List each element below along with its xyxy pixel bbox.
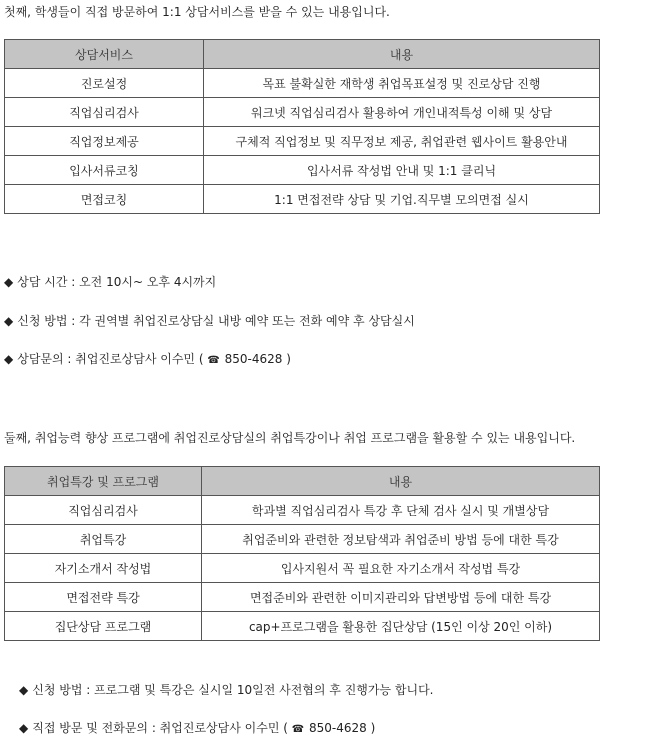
program-name: 집단상담 프로그램 (5, 612, 202, 641)
phone-number: 850-4628 ) (305, 721, 376, 735)
note-text: 상담문의 : 취업진로상담사 이수민 ( (17, 352, 208, 366)
service-name: 진로설정 (5, 69, 204, 98)
table-header-row (5, 467, 600, 496)
table-row (5, 185, 600, 214)
service-content: 입사서류 작성법 안내 및 1:1 클리닉 (204, 156, 600, 185)
program-name: 면접전략 특강 (5, 583, 202, 612)
program-content: 면접준비와 관련한 이미지관리와 답변방법 등에 대한 특강 (202, 583, 600, 612)
section1-intro: 첫째, 학생들이 직접 방문하여 1:1 상담서비스를 받을 수 있는 내용입니다. (4, 5, 390, 19)
table-row (5, 583, 600, 612)
table-row (5, 554, 600, 583)
note-text: 신청 방법 : 프로그램 및 특강은 실시일 10일전 사전협의 후 진행가능 합니다. (32, 683, 434, 697)
program-content: 입사지원서 꼭 필요한 자기소개서 작성법 특강 (202, 554, 600, 583)
program-name: 자기소개서 작성법 (5, 554, 202, 583)
service-content: 워크넷 직업심리검사 활용하여 개인내적특성 이해 및 상담 (204, 98, 600, 127)
service-name: 입사서류코칭 (5, 156, 204, 185)
diamond-bullet-icon: ◆ (4, 352, 14, 366)
service-content: 목표 불확실한 재학생 취업목표설정 및 진로상담 진행 (204, 69, 600, 98)
program-content: 학과별 직업심리검사 특강 후 단체 검사 실시 및 개별상담 (202, 496, 600, 525)
program-apply-note (19, 681, 434, 698)
table-row (5, 98, 600, 127)
program-content: 취업준비와 관련한 정보탐색과 취업준비 방법 등에 대한 특강 (202, 525, 600, 554)
program-contact-note (19, 719, 375, 736)
service-content: 1:1 면접전략 상담 및 기업.직무별 모의면접 실시 (204, 185, 600, 214)
consult-hours-note (4, 273, 216, 290)
table-row (5, 612, 600, 641)
phone-icon: ☎ (291, 724, 305, 735)
note-text: 신청 방법 : 각 권역별 취업진로상담실 내방 예약 또는 전화 예약 후 상담실시 (17, 314, 415, 328)
program-content: cap+프로그램을 활용한 집단상담 (15인 이상 20인 이하) (202, 612, 600, 641)
table-row (5, 69, 600, 98)
table-row (5, 127, 600, 156)
service-name: 직업정보제공 (5, 127, 204, 156)
service-content: 구체적 직업정보 및 직무정보 제공, 취업관련 웹사이트 활용안내 (204, 127, 600, 156)
program-table (4, 466, 600, 641)
apply-method-note (4, 312, 415, 329)
diamond-bullet-icon: ◆ (19, 683, 29, 697)
header-service: 상담서비스 (5, 40, 204, 69)
program-name: 취업특강 (5, 525, 202, 554)
service-name: 직업심리검사 (5, 98, 204, 127)
table-header-row (5, 40, 600, 69)
contact-note (4, 350, 291, 367)
section2-intro: 둘째, 취업능력 향상 프로그램에 취업진로상담실의 취업특강이나 취업 프로그램을 활용할 수 있는 내용입니다. (4, 431, 576, 445)
table-row (5, 156, 600, 185)
program-name: 직업심리검사 (5, 496, 202, 525)
phone-number: 850-4628 ) (220, 352, 291, 366)
note-text: 상담 시간 : 오전 10시~ 오후 4시까지 (17, 275, 217, 289)
header-program: 취업특강 및 프로그램 (5, 467, 202, 496)
header-content: 내용 (202, 467, 600, 496)
header-content: 내용 (204, 40, 600, 69)
service-name: 면접코칭 (5, 185, 204, 214)
diamond-bullet-icon: ◆ (4, 275, 14, 289)
table-row (5, 525, 600, 554)
diamond-bullet-icon: ◆ (4, 314, 14, 328)
note-text: 직접 방문 및 전화문의 : 취업진로상담사 이수민 ( (32, 721, 292, 735)
counseling-service-table (4, 39, 600, 214)
phone-icon: ☎ (207, 355, 220, 366)
table-row (5, 496, 600, 525)
diamond-bullet-icon: ◆ (19, 721, 29, 735)
